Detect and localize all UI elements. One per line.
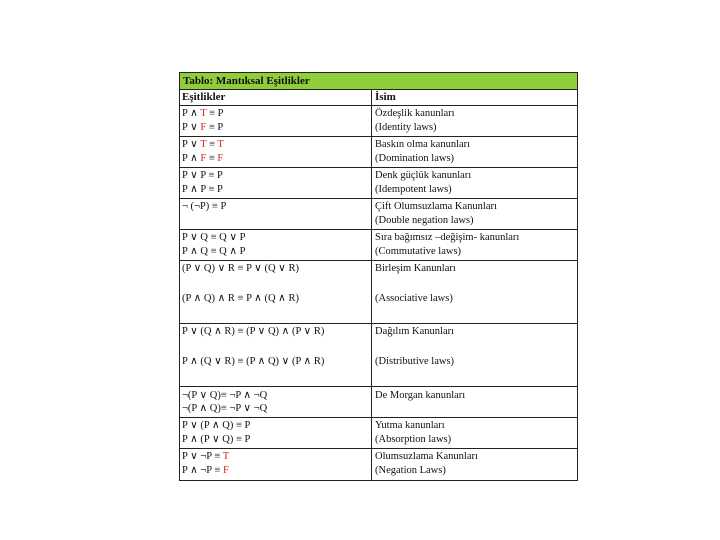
law-name-text: (Distributive laws) [375, 356, 455, 367]
table-row [180, 199, 577, 230]
logical-equivalences-table [179, 72, 578, 481]
table-row [180, 324, 577, 387]
column-header-name: İsim [375, 91, 396, 103]
table-row [180, 230, 577, 261]
equivalence-cell [180, 106, 372, 136]
equivalence-formula: P ∨ Q ≡ Q ∨ P [182, 232, 246, 243]
law-name-cell [372, 261, 577, 323]
equivalence-cell [180, 230, 372, 260]
table-row [180, 261, 577, 324]
equivalence-formula: P ∧ (P ∨ Q) ≡ P [182, 434, 251, 445]
equivalence-formula: ¬(P ∨ Q)≡ ¬P ∧ ¬Q [182, 390, 268, 401]
equivalence-formula: P ∨ T ≡ T [182, 139, 224, 150]
law-name-text: Çift Olumsuzlama Kanunları [375, 201, 497, 212]
equivalence-formula: ¬(P ∧ Q)≡ ¬P ∨ ¬Q [182, 403, 268, 414]
table-row [180, 168, 577, 199]
table-header-row [180, 90, 577, 106]
table-row [180, 449, 577, 480]
law-name-cell [372, 418, 577, 448]
law-name-text: Denk güçlük kanunları [375, 170, 472, 181]
equivalence-formula: P ∨ (P ∧ Q) ≡ P [182, 420, 251, 431]
equivalence-formula: ¬ (¬P) ≡ P [182, 201, 227, 212]
column-header-equivalences: Eşitlikler [180, 90, 372, 105]
law-name-text: (Idempotent laws) [375, 184, 452, 195]
law-name-cell [372, 230, 577, 260]
law-name-cell [372, 168, 577, 198]
equivalence-cell [180, 199, 372, 229]
equivalence-formula: P ∧ Q ≡ Q ∧ P [182, 246, 246, 257]
law-name-text: Olumsuzlama Kanunları [375, 451, 478, 462]
law-name-cell [372, 324, 577, 386]
equivalence-formula: P ∧ ¬P ≡ F [182, 465, 229, 476]
equivalence-formula: P ∨ ¬P ≡ T [182, 451, 230, 462]
equivalence-cell [180, 324, 372, 386]
table-body [180, 106, 577, 480]
equivalence-cell [180, 418, 372, 448]
law-name-text: (Domination laws) [375, 153, 455, 164]
equivalence-formula: (P ∨ Q) ∨ R ≡ P ∨ (Q ∨ R) [182, 263, 299, 274]
equivalence-cell [180, 168, 372, 198]
law-name-text: Birleşim Kanunları [375, 263, 456, 274]
equivalence-formula: P ∨ F ≡ P [182, 122, 224, 133]
law-name-text: Baskın olma kanunları [375, 139, 471, 150]
table-row [180, 106, 577, 137]
equivalence-formula: P ∧ F ≡ F [182, 153, 224, 164]
equivalence-cell [180, 449, 372, 480]
equivalence-formula: (P ∧ Q) ∧ R ≡ P ∧ (Q ∧ R) [182, 293, 299, 304]
law-name-text: (Absorption laws) [375, 434, 452, 445]
law-name-text: (Double negation laws) [375, 215, 474, 226]
law-name-text: Dağılım Kanunları [375, 326, 455, 337]
equivalence-cell [180, 261, 372, 323]
law-name-text: (Associative laws) [375, 293, 453, 304]
law-name-cell [372, 449, 577, 480]
law-name-text: De Morgan kanunları [375, 390, 466, 401]
table-row [180, 387, 577, 418]
law-name-text: (Identity laws) [375, 122, 437, 133]
equivalence-formula: P ∧ P ≡ P [182, 184, 223, 195]
law-name-text: Özdeşlik kanunları [375, 108, 455, 119]
law-name-text: Yutma kanunları [375, 420, 445, 431]
equivalence-cell [180, 137, 372, 167]
equivalence-formula: P ∨ P ≡ P [182, 170, 223, 181]
table-row [180, 137, 577, 168]
law-name-cell [372, 137, 577, 167]
law-name-cell [372, 387, 577, 417]
equivalence-formula: P ∧ T ≡ P [182, 108, 224, 119]
law-name-text: (Negation Laws) [375, 465, 446, 476]
table-title: Tablo: Mantıksal Eşitlikler [180, 73, 577, 90]
equivalence-cell [180, 387, 372, 417]
law-name-text: (Commutative laws) [375, 246, 462, 257]
equivalence-formula: P ∨ (Q ∧ R) ≡ (P ∨ Q) ∧ (P ∨ R) [182, 326, 325, 337]
law-name-text: Sıra bağımsız –değişim- kanunları [375, 232, 520, 243]
law-name-cell [372, 199, 577, 229]
table-row [180, 418, 577, 449]
equivalence-formula: P ∧ (Q ∨ R) ≡ (P ∧ Q) ∨ (P ∧ R) [182, 356, 325, 367]
law-name-cell [372, 106, 577, 136]
